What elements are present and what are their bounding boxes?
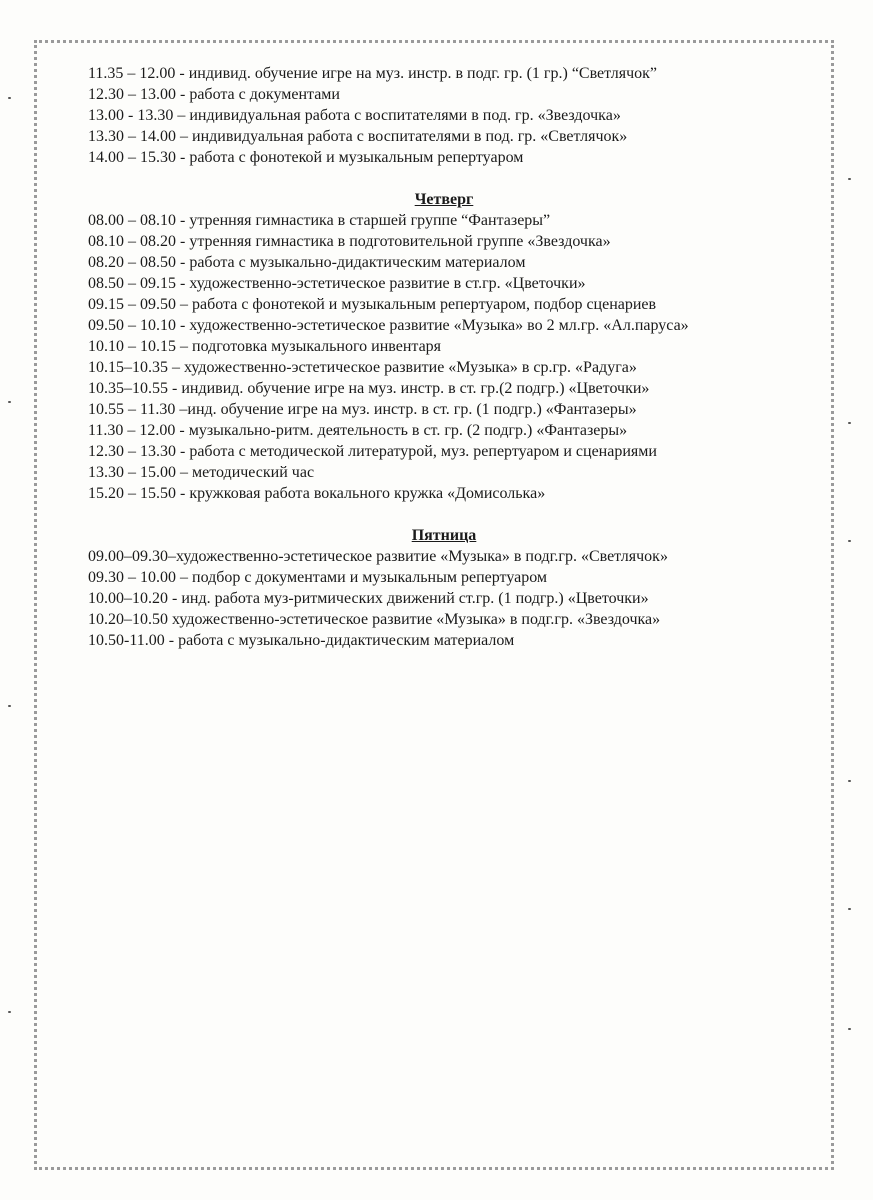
thursday-section — [88, 189, 808, 504]
schedule-line: 10.10 – 10.15 – подготовка музыкального инвентаря — [88, 338, 442, 355]
schedule-line: 09.15 – 09.50 – работа с фонотекой и музыкальным репертуаром, подбор сценариев — [88, 296, 657, 313]
schedule-line: 09.30 – 10.00 – подбор с документами и музыкальным репертуаром — [88, 569, 548, 586]
schedule-line: 11.35 – 12.00 - индивид. обучение игре на муз. инстр. в подг. гр. (1 гр.) “Светлячок” — [88, 65, 658, 82]
schedule-line: 12.30 – 13.30 - работа с методической литературой, муз. репертуаром и сценариями — [88, 443, 657, 460]
scan-speck — [848, 178, 851, 180]
friday-section — [88, 525, 808, 651]
schedule-line: 10.15–10.35 – художественно-эстетическое развитие «Музыка» в ср.гр. «Радуга» — [88, 359, 637, 376]
scan-speck — [848, 908, 851, 910]
schedule-line: 08.00 – 08.10 - утренняя гимнастика в старшей группе “Фантазеры” — [88, 212, 551, 229]
schedule-line: 09.50 – 10.10 - художественно-эстетическое развитие «Музыка» во 2 мл.гр. «Ал.паруса» — [88, 317, 689, 334]
schedule-line: 10.50-11.00 - работа с музыкально-дидактическим материалом — [88, 632, 515, 649]
scan-speck — [8, 1011, 11, 1013]
schedule-line: 08.50 – 09.15 - художественно-эстетическое развитие в ст.гр. «Цветочки» — [88, 275, 586, 292]
scan-speck — [8, 97, 11, 99]
schedule-line: 10.20–10.50 художественно-эстетическое развитие «Музыка» в подг.гр. «Звездочка» — [88, 611, 661, 628]
schedule-line: 10.35–10.55 - индивид. обучение игре на муз. инстр. в ст. гр.(2 подгр.) «Цветочки» — [88, 380, 650, 397]
schedule-line: 13.30 – 14.00 – индивидуальная работа с воспитателями в под. гр. «Светлячок» — [88, 128, 628, 145]
schedule-line: 09.00–09.30–художественно-эстетическое развитие «Музыка» в подг.гр. «Светлячок» — [88, 548, 668, 565]
schedule-line: 10.55 – 11.30 –инд. обучение игре на муз. инстр. в ст. гр. (1 подгр.) «Фантазеры» — [88, 401, 637, 418]
schedule-line: 11.30 – 12.00 - музыкально-ритм. деятельность в ст. гр. (2 подгр.) «Фантазеры» — [88, 422, 628, 439]
schedule-line: 08.10 – 08.20 - утренняя гимнастика в подготовительной группе «Звездочка» — [88, 233, 611, 250]
thursday-heading: Четверг — [414, 191, 474, 208]
scan-speck — [8, 401, 11, 403]
scan-speck — [848, 422, 851, 424]
schedule-content — [88, 63, 808, 651]
schedule-line: 14.00 – 15.30 - работа с фонотекой и музыкальным репертуаром — [88, 149, 524, 166]
scan-speck — [8, 705, 11, 707]
wednesday-continuation — [88, 63, 808, 168]
schedule-line: 12.30 – 13.00 - работа с документами — [88, 86, 340, 103]
schedule-line: 08.20 – 08.50 - работа с музыкально-дидактическим материалом — [88, 254, 526, 271]
schedule-line: 15.20 – 15.50 - кружковая работа вокального кружка «Домисолька» — [88, 485, 546, 502]
scan-speck — [848, 780, 851, 782]
schedule-line: 10.00–10.20 - инд. работа муз-ритмических движений ст.гр. (1 подгр.) «Цветочки» — [88, 590, 649, 607]
scan-speck — [848, 1028, 851, 1030]
scan-speck — [848, 540, 851, 542]
friday-heading: Пятница — [411, 527, 477, 544]
schedule-line: 13.30 – 15.00 – методический час — [88, 464, 315, 481]
schedule-line: 13.00 - 13.30 – индивидуальная работа с воспитателями в под. гр. «Звездочка» — [88, 107, 621, 124]
